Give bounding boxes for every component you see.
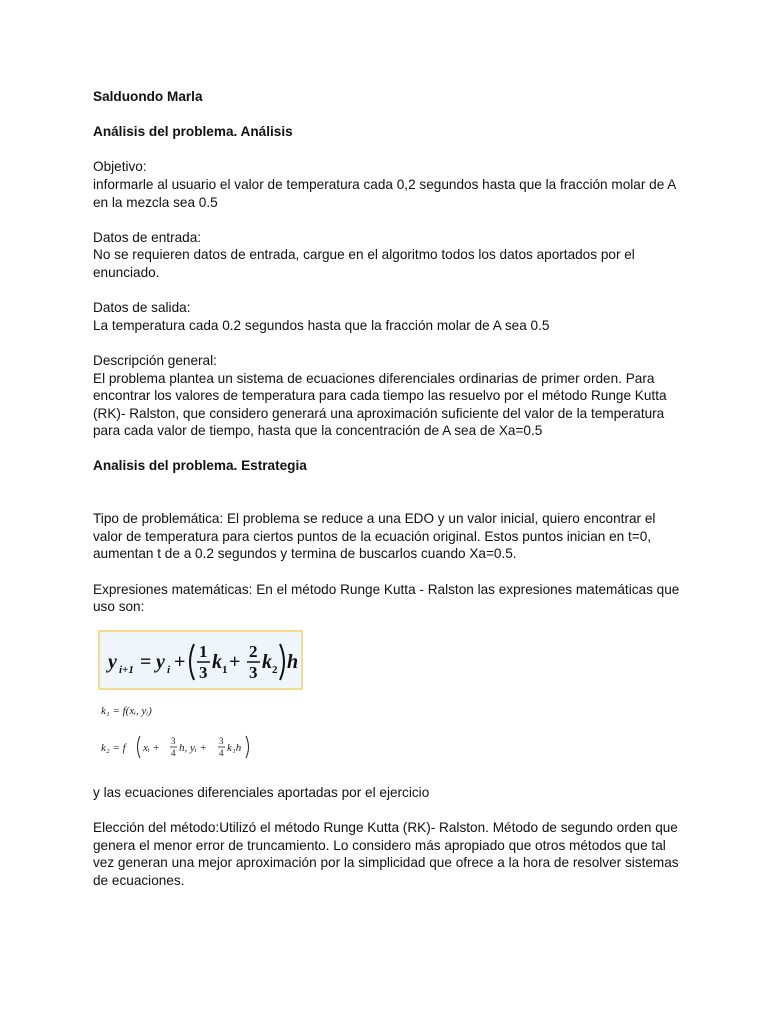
k-formulas-image [101, 700, 683, 770]
formula-frac2-den: 3 [249, 662, 258, 682]
formula-k2: k [262, 650, 272, 673]
formula-plus: + [174, 650, 186, 673]
formula-k2-tail: k₁h [227, 741, 242, 754]
formula-paren-close [280, 644, 284, 680]
formula-lhs: y [108, 650, 117, 673]
section-title-estrategia: Analisis del problema. Estrategia [93, 458, 307, 474]
formula-k2-frac-num: 3 [171, 735, 176, 746]
formula-frac2-num: 2 [249, 641, 258, 661]
formula-k2-frac2-num: 3 [219, 735, 224, 746]
formula-k1: k [212, 650, 222, 673]
formula-h: h [287, 650, 299, 673]
formula-paren-open [190, 644, 194, 680]
formula-eq: = [140, 650, 152, 673]
section-title-analisis: Análisis del problema. Análisis [93, 124, 293, 140]
formula-k1-line: k₁ = f(xᵢ, yᵢ) [101, 704, 152, 717]
objetivo-label: Objetivo: [93, 159, 147, 175]
expresiones-text: Expresiones matemáticas: En el método Runge Kutta - Ralston las expresiones matemáticas que uso son: [93, 581, 680, 615]
formula-k2-sub: 2 [272, 663, 278, 676]
descripcion-text: El problema plantea un sistema de ecuaciones diferenciales ordinarias de primer orden. Para encontrar los valores de temperatura para cada tiempo las resuelvo por el método Runge Kutta (RK)- Ralston, que considero generará una aproximación suficiente del valor de la temperatura para cada valor de tiempo, hasta que la concentración de A sea de Xa=0.5 [93, 370, 667, 439]
descripcion-label: Descripción general: [93, 352, 217, 368]
formula-rhs-sub: i [167, 663, 171, 676]
ralston-formula-image [98, 630, 303, 690]
entrada-text: No se requieren datos de entrada, cargue en el algoritmo todos los datos aportados por el enunciado. [93, 247, 635, 280]
eleccion-metodo-text: Elección del método:Utilizó el método Runge Kutta (RK)- Ralston. Método de segundo orden que genera el menor error de truncamiento. Lo considero más apropiado que otros métodos que tal vez generan una mejor aproximación por la simplicidad que ofrece a la hora de resolver sistemas de ecuaciones. [93, 820, 679, 888]
formula-plus2: + [229, 650, 241, 673]
formula-k2-paren-close [246, 736, 249, 758]
formula-k2-mid: h, yᵢ + [179, 741, 207, 754]
formula-k2-frac-den: 4 [171, 747, 176, 758]
formula-rhs-y: y [156, 650, 165, 673]
salida-text: La temperatura cada 0.2 segundos hasta que la fracción molar de A sea 0.5 [93, 317, 550, 333]
formula-k1-sub: 1 [222, 663, 228, 676]
formula-frac1-den: 3 [199, 662, 208, 682]
formula-k2-paren-open [138, 736, 141, 758]
formula-k2-prefix: k₂ = f [101, 741, 126, 754]
salida-label: Datos de salida: [93, 300, 191, 316]
formula-lhs-sub: i+1 [119, 663, 134, 676]
document-page [93, 88, 683, 889]
tipo-problematica: Tipo de problemática: El problema se reduce a una EDO y un valor inicial, quiero encontrar el valor de temperatura para ciertos puntos de la ecuación original. Estos puntos inician en t=0, aumentan t de a 0.2 segundos y termina de buscarlos cuando Xa=0.5. [93, 511, 656, 562]
author-name: Salduondo Marla [93, 89, 203, 104]
formula-frac1-num: 1 [199, 641, 208, 661]
formula-k2-x: xᵢ + [143, 741, 160, 754]
formula-k2-frac2-den: 4 [219, 747, 224, 758]
ecuaciones-text: y las ecuaciones diferenciales aportadas por el ejercicio [93, 784, 430, 800]
entrada-label: Datos de entrada: [93, 229, 202, 245]
objetivo-text: informarle al usuario el valor de temperatura cada 0,2 segundos hasta que la fracción molar de A en la mezcla sea 0.5 [93, 176, 676, 210]
